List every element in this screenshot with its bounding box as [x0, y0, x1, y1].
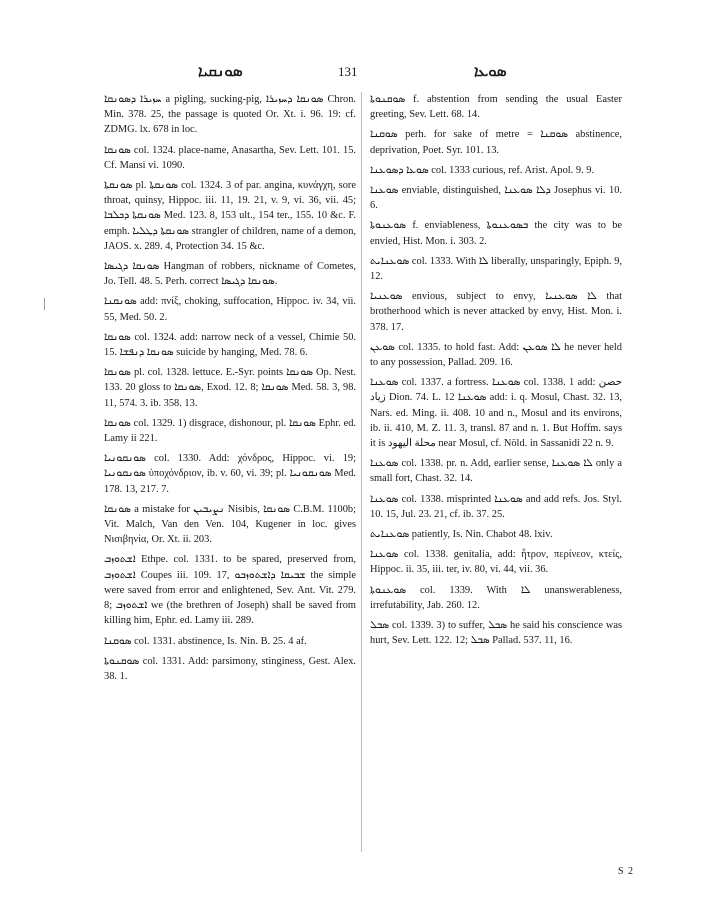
dictionary-entry: ܣܘܢܩܐ a mistake for ܢܨܝܒܝܢ Nisibis, ܣܘܢܩܐ C.B.M. 1100b; Vit. Malch, Van den Ven. 104, Kugener in loc. gives Νισιβηνία, Or. Xt. ii. 203. [104, 503, 356, 546]
dictionary-entry: ܣܘܥܢܐܝܬ patiently, Is. Nin. Chabot 48. lxiv. [370, 529, 553, 541]
signature-mark: S 2 [618, 866, 635, 877]
dictionary-entry: ܣܘܥܐ ܕܣܘܥܢܐ col. 1333 curious, ref. Arist. Apol. 9. 9. [370, 164, 595, 176]
dictionary-entry: ܣܘܥܢܘܬܐ col. 1339. With ܠܐ unanswerableness, irrefutability, Jab. 260. 12. [370, 584, 622, 611]
column-divider [361, 92, 362, 852]
dictionary-entry: ܣܘܥܢܐ col. 1338. misprinted ܣܘܥܢܐ and add refs. Jos. Styl. 10. 15, Jul. 23. 21, cf. ib. 37. 25. [370, 493, 622, 520]
running-head-left: ܣܘܢܩܝܐ [198, 62, 243, 80]
dictionary-entry: ܣܘܢܩܢܐ add: πνίξ, choking, suffocation, Hippoc. iv. 34, vii. 55, Med. 50. 2. [104, 296, 356, 323]
dictionary-entry: ܣܘܢܩܐ col. 1324. add: narrow neck of a vessel, Chimie 50. 15. ܣܘܢܩܐ ܕܢܦܫܐ suicide by hanging, Med. 78. 6. [104, 331, 356, 359]
margin-mark [44, 298, 45, 310]
dictionary-entry: ܣܘܩܢܐ col. 1331. abstinence, Is. Nin. B. 25. 4 af. [104, 635, 307, 647]
dictionary-entry: ܣܘܥܢܘܬܐ f. enviableness, ܒܣܘܥܢܘܬܐ the city was to be envied, Hist. Mon. i. 303. 2. [370, 220, 622, 247]
dictionary-entry: ܣܘܥܢܐܝܬ col. 1333. With ܠܐ liberally, unsparingly, Epiph. 9, 12. [370, 255, 622, 283]
dictionary-entry: ܐܫܬܘܙܒ Ethpe. col. 1331. to be spared, preserved from, ܐܫܬܘܙܒ Coupes iii. 109. 17, ܫܒܝܩܐ ܕܐܫܬܘܙܒܘ the simple were saved from error and enlightened, Sev. Ant. Vit. 279. 8; ܐܫܬܘܙܒ we (the brethren of Joseph) shall be saved from killing him, Ephr. ed. Lamy iii. 289. [104, 554, 357, 627]
dictionary-entry: ܣܘܥܢܐ col. 1338. pr. n. Add, earlier sense, ܠܐ ܣܘܥܢܐ only a small fort, Chast. 32. 14. [370, 458, 623, 485]
dictionary-entry: ܣܘܢܩܐ col. 1324. place-name, Anasartha, Sev. Lett. 101. 15. Cf. Mansi vi. 1090. [104, 144, 356, 171]
dictionary-entry: ܣܘܩܢܘܬܐ col. 1331. Add: parsimony, stinginess, Gest. Alex. 38. 1. [104, 655, 356, 682]
dictionary-entry: ܣܒܠ col. 1339. 3) to suffer, ܣܒܠ he said his conscience was hurt, Sev. Lett. 122. 12; ܣܒܠ Pallad. 537. 11, 16. [370, 620, 622, 647]
dictionary-entry: ܣܘܢܩܘܢܝܐ col. 1330. Add: χόνδρος, Hippoc. vi. 19; ܣܘܢܩܘܢܝܐ ὑποχόνδριον, ib. v. 60, vi. 39; pl. ܣܘܢܩܘܢܝܐ Med. 178. 13, 217. 7. [104, 453, 356, 495]
dictionary-entry: ܣܘܥܢܐ col. 1338. genitalia, add: ἦτρον, περίνεον, κτείς, Hippoc. ii. 35, iii. ter, iv. 80, vi. 44, vii. 36. [370, 549, 622, 576]
dictionary-entry: ܣܘܢܩܬܐ pl. ܣܘܢܩܬܐ col. 1324. 3 of par. angina, κυνάγχη, sore throat, quinsy, Hippoc. iii. 11, 19. 21, v. 9, vi. 36, vii. 45; ܣܘܢܩܬܐ ܕܟܠܒܐ Med. 123. 8, 153 ult., 154 ter., 155. 10 &c. F. emph. ܣܘܢܩܬܐ ܕܛܠܝܐ strangler of children, name of a demon, JAOS. x. 289. 4, Protection 34. 15 &c. [104, 180, 356, 252]
dictionary-entry: ܣܘܢܩܐ col. 1329. 1) disgrace, dishonour, pl. ܣܘܢܩܐ Ephr. ed. Lamy ii 221. [104, 417, 356, 445]
dictionary-entry: ܣܘܥܢܝܐ envious, subject to envy, ܠܐ ܣܘܥܢܝܐ that brotherhood which is never attacked by envy, Hist. Mon. i. 378. 17. [370, 291, 622, 333]
page-header [0, 62, 714, 86]
dictionary-entry: ܣܘܥܢ col. 1335. to hold fast. Add: ܠܐ ܣܘܥܢ he never held to any possession, Pallad. 209. 16. [370, 341, 622, 369]
left-column [104, 92, 356, 689]
running-head-right: ܣܘܥܐ [474, 62, 507, 80]
dictionary-entry: ܣܘܥܢܐ enviable, distinguished, ܕܠܐ ܣܘܥܢܐ Josephus vi. 10. 6. [370, 185, 622, 212]
dictionary-entry: ܣܘܩܢܐ perh. for sake of metre = ܣܘܩܢܐ abstinence, deprivation, Poet. Syr. 101. 13. [370, 129, 623, 156]
dictionary-entry: ܣܘܢܩܐ pl. col. 1328. lettuce. E.-Syr. points ܣܘܢܩܐ Op. Nest. 133. 20 gloss to ܣܘܢܩܐ, Exod. 12. 8; ܣܘܢܩܐ Med. 58. 3, 98. 11, 574. 3. ib. 358. 13. [104, 367, 356, 409]
page-number: 131 [338, 64, 358, 79]
dictionary-entry: ܣܘܥܢܐ col. 1337. a fortress. ܣܘܥܢܐ col. 1338. 1 add: حصن زياد Dion. 74. L. 12 ܣܘܥܢܐ add: i. q. Mosul, Chast. 32. 13, Nars. ed. Ming. ii. 408. 10 and n., Mosul and its environs, ib. ii. 410, M. Z. 11. 3, transl. 87 and n. 1. But Hoffm. says it is محلة اليهود near Mosul, cf. Nöld. in Sassanidi 22 n. 9. [370, 377, 622, 450]
right-column [370, 92, 622, 654]
dictionary-entry: ܣܘܩܢܘܬܐ f. abstention from sending the usual Easter greeting, Sev. Lett. 68. 14. [370, 94, 622, 121]
dictionary-entry: ܣܘܢܩܐ ܕܓܝܣܐ Hangman of robbers, nickname of Cometes, Jo. Tell. 48. 5. Perh. correct ܣܘܢܩܐ ܕܓܝܣܐ. [104, 261, 356, 288]
dictionary-entry: ܚܙܝܪܐ ܕܣܘܢܩܐ a pigling, sucking-pig, ܣܘܢܩܐ ܕܚܙܝܪܐ Chron. Min. 378. 25, the passage is quoted Or. Xt. i. 96. 19: cf. ZDMG. lx. 678 in loc. [104, 94, 357, 136]
